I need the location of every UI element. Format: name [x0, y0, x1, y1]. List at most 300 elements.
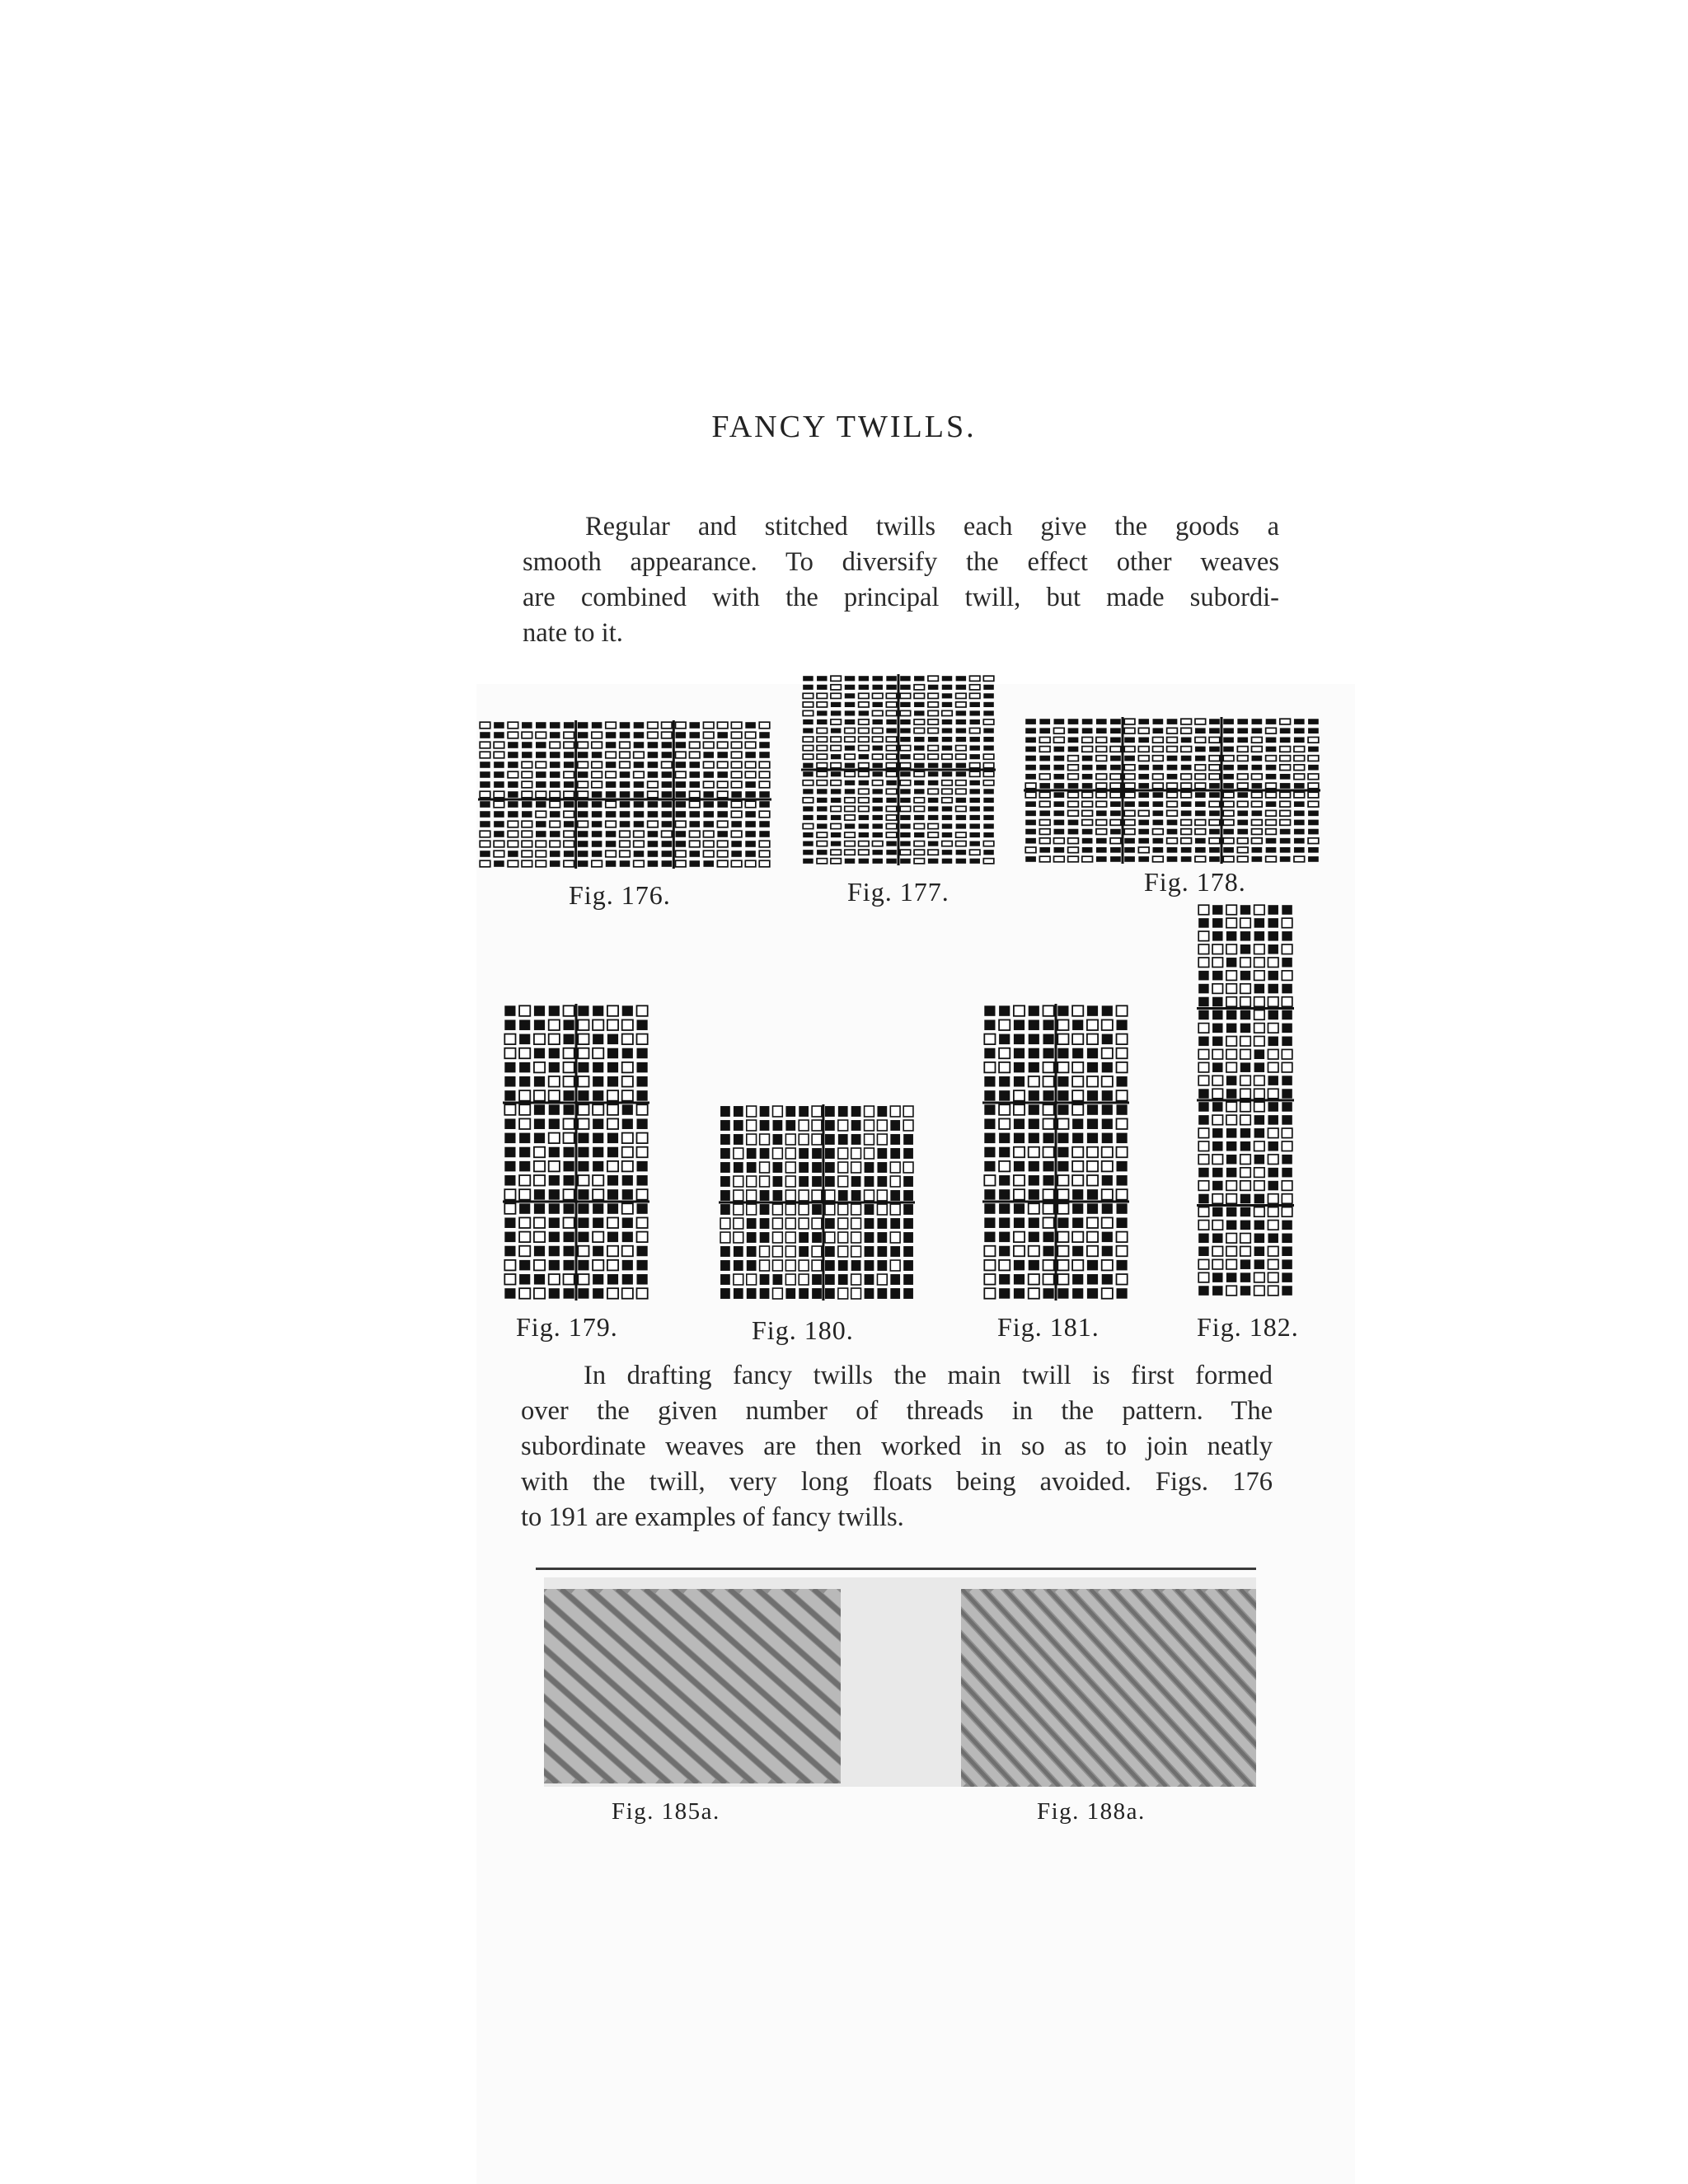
weave-cell-filled — [1282, 1115, 1292, 1125]
weave-cell-filled — [1138, 774, 1149, 780]
weave-cell-empty — [928, 693, 938, 698]
weave-cell-empty — [817, 832, 827, 837]
weave-cell-empty — [592, 771, 603, 778]
weave-cell-filled — [872, 763, 882, 768]
weave-cell-empty — [803, 780, 813, 785]
weave-cell-filled — [745, 781, 756, 788]
weave-cell-empty — [1237, 774, 1248, 780]
weave-cell-filled — [662, 841, 673, 847]
weave-cell-filled — [534, 1118, 545, 1129]
weave-cell-empty — [1096, 774, 1107, 780]
weave-cell-filled — [1240, 1128, 1250, 1138]
weave-cell-empty — [592, 732, 603, 738]
weave-cell-filled — [1102, 1118, 1113, 1129]
weave-cell-empty — [1282, 971, 1292, 981]
weave-cell-filled — [578, 801, 588, 808]
weave-cell-filled — [1110, 847, 1121, 853]
weave-cell-filled — [1068, 719, 1079, 724]
weave-cell-filled — [1212, 1102, 1222, 1112]
weave-cell-filled — [504, 1288, 515, 1299]
weave-cell-filled — [1212, 1234, 1222, 1244]
weave-cell-filled — [1254, 1234, 1264, 1244]
weave-cell-empty — [900, 746, 910, 751]
weave-cell-filled — [1068, 737, 1079, 743]
weave-cell-empty — [508, 831, 518, 837]
weave-cell-filled — [1054, 829, 1065, 835]
weave-cell-empty — [803, 823, 813, 828]
weave-cell-empty — [928, 710, 938, 715]
weave-cell-empty — [747, 1204, 757, 1215]
weave-cell-filled — [534, 1189, 545, 1200]
weave-cell-empty — [865, 1134, 874, 1145]
weave-cell-empty — [1212, 984, 1222, 994]
weave-cell-empty — [607, 1161, 618, 1172]
weave-cell-filled — [1043, 1175, 1054, 1186]
weave-cell-filled — [942, 737, 952, 742]
weave-cell-empty — [872, 780, 882, 785]
weave-cell-filled — [676, 811, 687, 818]
weave-cell-empty — [859, 806, 869, 811]
weave-cell-empty — [703, 732, 714, 738]
weave-cell-filled — [1138, 801, 1149, 807]
weave-cell-empty — [622, 1203, 633, 1214]
weave-cell-empty — [1252, 820, 1263, 826]
weave-cell-empty — [1072, 1147, 1083, 1158]
weave-cell-filled — [759, 801, 770, 808]
weave-cell-empty — [578, 1019, 588, 1030]
weave-cell-empty — [1124, 774, 1135, 780]
weave-cell-filled — [550, 811, 560, 818]
weave-cell-empty — [607, 1090, 618, 1101]
photo-top-rule — [536, 1568, 1256, 1570]
weave-cell-filled — [1087, 1203, 1098, 1214]
weave-cell-filled — [747, 1246, 757, 1257]
weave-cell-filled — [956, 728, 966, 733]
weave-cell-filled — [1254, 1062, 1264, 1072]
weave-cell-filled — [1266, 801, 1277, 807]
weave-cell-empty — [984, 1274, 995, 1285]
weave-cell-empty — [1280, 719, 1291, 724]
weave-cell-filled — [578, 1062, 588, 1073]
weave-cell-empty — [1198, 1207, 1208, 1217]
weave-cell-empty — [1181, 792, 1192, 798]
weave-cell-filled — [578, 722, 588, 729]
weave-cell-empty — [1082, 810, 1093, 816]
weave-cell-filled — [900, 823, 910, 828]
weave-cell-filled — [1117, 1288, 1128, 1299]
weave-cell-filled — [984, 1118, 995, 1129]
weave-cell-empty — [1102, 1147, 1113, 1158]
weave-cell-empty — [494, 742, 504, 748]
weave-cell-filled — [942, 823, 952, 828]
weave-cell-filled — [1014, 1118, 1025, 1129]
weave-cell-empty — [859, 693, 869, 698]
weave-cell-filled — [831, 832, 841, 837]
weave-cell-empty — [831, 859, 841, 864]
weave-cell-filled — [865, 1232, 874, 1243]
weave-cell-filled — [984, 1133, 995, 1144]
weave-cell-filled — [900, 719, 910, 724]
weave-cell-filled — [1226, 1272, 1236, 1282]
weave-cell-filled — [508, 791, 518, 798]
weave-cell-empty — [890, 1162, 900, 1173]
weave-cell-filled — [803, 806, 813, 811]
weave-cell-filled — [983, 693, 993, 698]
weave-cell-empty — [1254, 1286, 1264, 1296]
weave-cell-filled — [1212, 1037, 1222, 1047]
weave-cell-filled — [519, 1076, 530, 1087]
weave-cell-empty — [1254, 905, 1264, 915]
weave-cell-empty — [1252, 838, 1263, 844]
weave-cell-empty — [877, 1190, 887, 1201]
weave-cell-empty — [504, 1274, 515, 1285]
weave-cell-filled — [914, 789, 924, 794]
weave-cell-filled — [734, 1246, 743, 1257]
weave-cell-empty — [1082, 747, 1093, 752]
weave-cell-filled — [969, 710, 979, 715]
weave-cell-empty — [1096, 820, 1107, 826]
weave-cell-empty — [593, 1232, 603, 1243]
weave-cell-filled — [1237, 792, 1248, 798]
weave-cell-filled — [1226, 1221, 1236, 1230]
weave-cell-filled — [648, 762, 659, 768]
weave-cell-filled — [1223, 783, 1234, 789]
weave-cell-empty — [773, 1232, 783, 1243]
weave-cell-empty — [1226, 1286, 1236, 1296]
weave-cell-filled — [606, 860, 617, 867]
weave-cell-filled — [1209, 847, 1220, 853]
weave-cell-empty — [1138, 728, 1149, 733]
weave-cell-empty — [759, 781, 770, 788]
weave-cell-filled — [1209, 728, 1220, 733]
weave-cell-empty — [1268, 1259, 1278, 1269]
weave-cell-empty — [1209, 774, 1220, 780]
weave-cell-filled — [803, 815, 813, 820]
weave-cell-filled — [928, 780, 938, 785]
weave-cell-filled — [1167, 719, 1178, 724]
weave-cell-filled — [1254, 984, 1264, 994]
weave-cell-filled — [1294, 838, 1305, 844]
weave-cell-filled — [549, 1217, 560, 1228]
weave-cell-empty — [578, 1076, 588, 1087]
weave-cell-empty — [1240, 1168, 1250, 1178]
weave-cell-filled — [564, 1288, 574, 1299]
weave-cell-empty — [1181, 719, 1192, 724]
weave-cell-empty — [785, 1176, 795, 1187]
weave-cell-empty — [956, 789, 966, 794]
weave-cell-filled — [890, 1120, 900, 1131]
weave-cell-empty — [903, 1106, 913, 1117]
weave-cell-filled — [1087, 1005, 1098, 1016]
weave-cell-filled — [504, 1133, 515, 1144]
weave-cell-empty — [984, 1260, 995, 1271]
weave-cell-filled — [1282, 1037, 1292, 1047]
weave-cell-empty — [1195, 829, 1206, 835]
weave-cell-empty — [831, 850, 841, 855]
weave-cell-filled — [578, 771, 588, 778]
weave-cell-empty — [872, 728, 882, 733]
weave-cell-empty — [1252, 801, 1263, 807]
weave-cell-filled — [1181, 847, 1192, 853]
weave-cell-filled — [1057, 1217, 1068, 1228]
weave-cell-empty — [522, 841, 532, 847]
figure-caption-185a: Fig. 185a. — [612, 1798, 720, 1825]
weave-cell-filled — [1282, 1286, 1292, 1296]
weave-cell-filled — [1025, 719, 1036, 724]
weave-cell-empty — [799, 1190, 809, 1201]
weave-cell-empty — [1254, 997, 1264, 1007]
weave-cell-empty — [1167, 801, 1178, 807]
weave-draft-fig-181 — [982, 1004, 1129, 1301]
weave-cell-filled — [1268, 1010, 1278, 1020]
weave-cell-empty — [1266, 820, 1277, 826]
weave-cell-filled — [592, 752, 603, 758]
weave-cell-filled — [928, 806, 938, 811]
weave-cell-empty — [859, 850, 869, 855]
weave-cell-empty — [1282, 944, 1292, 954]
weave-cell-filled — [1254, 1246, 1264, 1256]
weave-cell-empty — [886, 815, 896, 820]
weave-cell-filled — [812, 1274, 822, 1285]
weave-cell-empty — [760, 1260, 770, 1271]
weave-cell-filled — [900, 676, 910, 681]
weave-cell-empty — [838, 1204, 848, 1215]
weave-cell-filled — [676, 831, 687, 837]
weave-cell-filled — [1014, 1203, 1025, 1214]
weave-cell-empty — [1198, 931, 1208, 941]
weave-cell-filled — [999, 1175, 1010, 1186]
weave-cell-empty — [1039, 774, 1050, 780]
weave-cell-filled — [494, 831, 504, 837]
weave-cell-filled — [1237, 728, 1248, 733]
weave-cell-empty — [717, 821, 728, 827]
weave-cell-filled — [1057, 1048, 1068, 1059]
weave-cell-filled — [606, 762, 617, 768]
weave-cell-empty — [1054, 838, 1065, 844]
weave-cell-empty — [578, 1034, 588, 1045]
weave-cell-filled — [1029, 1161, 1039, 1172]
weave-cell-filled — [1153, 792, 1164, 798]
weave-cell-empty — [1212, 1259, 1222, 1269]
weave-cell-empty — [689, 742, 700, 748]
weave-cell-filled — [720, 1288, 730, 1299]
weave-cell-filled — [1082, 756, 1093, 762]
weave-cell-filled — [1025, 737, 1036, 743]
weave-cell-filled — [1268, 944, 1278, 954]
weave-cell-filled — [1025, 747, 1036, 752]
weave-cell-filled — [731, 791, 742, 798]
weave-cell-filled — [606, 742, 617, 748]
weave-cell-filled — [999, 1189, 1010, 1200]
weave-cell-filled — [578, 1232, 588, 1243]
weave-cell-empty — [606, 801, 617, 808]
weave-cell-filled — [1198, 1286, 1208, 1296]
weave-cell-filled — [1054, 820, 1065, 826]
weave-cell-empty — [1195, 820, 1206, 826]
weave-cell-filled — [831, 789, 841, 794]
weave-cell-filled — [1240, 1221, 1250, 1230]
weave-cell-empty — [1057, 1118, 1068, 1129]
weave-cell-empty — [494, 752, 504, 758]
weave-cell-empty — [890, 1260, 900, 1271]
weave-cell-filled — [648, 851, 659, 857]
weave-cell-empty — [1308, 783, 1319, 789]
weave-cell-filled — [803, 850, 813, 855]
weave-cell-filled — [593, 1118, 603, 1129]
weave-cell-empty — [799, 1260, 809, 1271]
weave-cell-empty — [859, 798, 869, 803]
weave-cell-empty — [1209, 756, 1220, 762]
weave-cell-filled — [1294, 801, 1305, 807]
weave-cell-filled — [1096, 765, 1107, 771]
weave-cell-filled — [984, 1048, 995, 1059]
weave-cell-filled — [564, 851, 574, 857]
weave-cell-filled — [1212, 1168, 1222, 1178]
weave-cell-filled — [550, 831, 560, 837]
weave-cell-empty — [831, 763, 841, 768]
weave-cell-empty — [607, 1217, 618, 1228]
weave-cell-filled — [956, 710, 966, 715]
weave-cell-empty — [620, 752, 631, 758]
weave-cell-filled — [969, 815, 979, 820]
weave-cell-filled — [803, 771, 813, 776]
weave-cell-filled — [1087, 1118, 1098, 1129]
weave-cell-empty — [865, 1148, 874, 1159]
weave-cell-filled — [969, 832, 979, 837]
weave-cell-filled — [731, 821, 742, 827]
weave-cell-empty — [1266, 810, 1277, 816]
weave-cell-filled — [662, 811, 673, 818]
weave-cell-empty — [759, 722, 770, 729]
weave-cell-filled — [593, 1034, 603, 1045]
weave-cell-filled — [900, 737, 910, 742]
weave-cell-empty — [508, 841, 518, 847]
weave-cell-empty — [1294, 765, 1305, 771]
weave-cell-filled — [859, 832, 869, 837]
weave-cell-filled — [942, 746, 952, 751]
weave-cell-filled — [760, 1232, 770, 1243]
weave-cell-filled — [1153, 810, 1164, 816]
weave-cell-filled — [1014, 1288, 1025, 1299]
weave-cell-filled — [1226, 1207, 1236, 1217]
weave-cell-empty — [845, 815, 855, 820]
weave-cell-filled — [578, 831, 588, 837]
weave-cell-filled — [593, 1274, 603, 1285]
weave-cell-empty — [622, 1019, 633, 1030]
weave-cell-empty — [799, 1120, 809, 1131]
weave-cell-filled — [984, 1232, 995, 1243]
weave-cell-empty — [504, 1260, 515, 1271]
weave-cell-filled — [564, 1175, 574, 1186]
weave-cell-empty — [734, 1204, 743, 1215]
weave-cell-empty — [703, 781, 714, 788]
weave-cell-filled — [593, 1246, 603, 1257]
weave-cell-filled — [578, 752, 588, 758]
weave-cell-filled — [550, 762, 560, 768]
weave-cell-empty — [914, 806, 924, 811]
weave-cell-empty — [731, 860, 742, 867]
weave-draft-fig-180 — [719, 1104, 915, 1301]
weave-cell-filled — [676, 781, 687, 788]
weave-cell-empty — [1054, 856, 1065, 862]
weave-cell-filled — [1268, 1141, 1278, 1151]
weave-cell-filled — [1223, 728, 1234, 733]
weave-cell-empty — [1167, 737, 1178, 743]
weave-cell-filled — [865, 1218, 874, 1229]
weave-cell-filled — [1057, 1133, 1068, 1144]
weave-cell-filled — [983, 685, 993, 690]
weave-cell-empty — [1254, 1207, 1264, 1217]
weave-cell-filled — [886, 841, 896, 846]
weave-cell-filled — [703, 752, 714, 758]
weave-cell-empty — [1209, 801, 1220, 807]
weave-cell-filled — [564, 752, 574, 758]
weave-cell-filled — [1198, 1102, 1208, 1112]
weave-cell-filled — [999, 1076, 1010, 1087]
weave-cell-empty — [747, 1134, 757, 1145]
weave-cell-filled — [689, 811, 700, 818]
weave-cell-filled — [1014, 1034, 1025, 1045]
weave-cell-filled — [773, 1176, 783, 1187]
weave-cell-filled — [1282, 1168, 1292, 1178]
weave-cell-filled — [799, 1176, 809, 1187]
weave-cell-filled — [1082, 847, 1093, 853]
weave-cell-empty — [1072, 1104, 1083, 1115]
weave-cell-filled — [536, 722, 546, 729]
weave-cell-filled — [1039, 765, 1050, 771]
weave-cell-filled — [1014, 1217, 1025, 1228]
weave-cell-filled — [812, 1288, 822, 1299]
weave-cell-filled — [607, 1274, 618, 1285]
weave-cell-empty — [1029, 1246, 1039, 1257]
weave-cell-filled — [1025, 801, 1036, 807]
weave-cell-empty — [1014, 1175, 1025, 1186]
weave-cell-filled — [1294, 728, 1305, 733]
weave-cell-filled — [872, 815, 882, 820]
weave-cell-empty — [745, 742, 756, 748]
weave-cell-empty — [720, 1218, 730, 1229]
weave-cell-empty — [564, 742, 574, 748]
weave-cell-empty — [773, 1260, 783, 1271]
weave-cell-filled — [703, 801, 714, 808]
weave-cell-empty — [1252, 737, 1263, 743]
weave-cell-filled — [593, 1147, 603, 1158]
weave-cell-empty — [578, 1274, 588, 1285]
weave-cell-filled — [1195, 801, 1206, 807]
weave-cell-empty — [564, 771, 574, 778]
weave-cell-empty — [928, 728, 938, 733]
weave-cell-empty — [1117, 1048, 1128, 1059]
weave-cell-filled — [747, 1148, 757, 1159]
weave-cell-filled — [1294, 783, 1305, 789]
weave-cell-filled — [1054, 847, 1065, 853]
weave-cell-filled — [859, 710, 869, 715]
weave-cell-empty — [1138, 747, 1149, 752]
weave-cell-filled — [825, 1148, 835, 1159]
weave-cell-filled — [900, 859, 910, 864]
weave-cell-empty — [578, 791, 588, 798]
weave-cell-empty — [717, 781, 728, 788]
weave-cell-filled — [1072, 1246, 1083, 1257]
weave-cell-empty — [817, 746, 827, 751]
weave-cell-filled — [720, 1106, 730, 1117]
weave-cell-filled — [825, 1274, 835, 1285]
weave-cell-filled — [1043, 1034, 1054, 1045]
weave-cell-empty — [1039, 838, 1050, 844]
weave-cell-filled — [494, 811, 504, 818]
weave-cell-filled — [648, 811, 659, 818]
weave-cell-empty — [1198, 944, 1208, 954]
